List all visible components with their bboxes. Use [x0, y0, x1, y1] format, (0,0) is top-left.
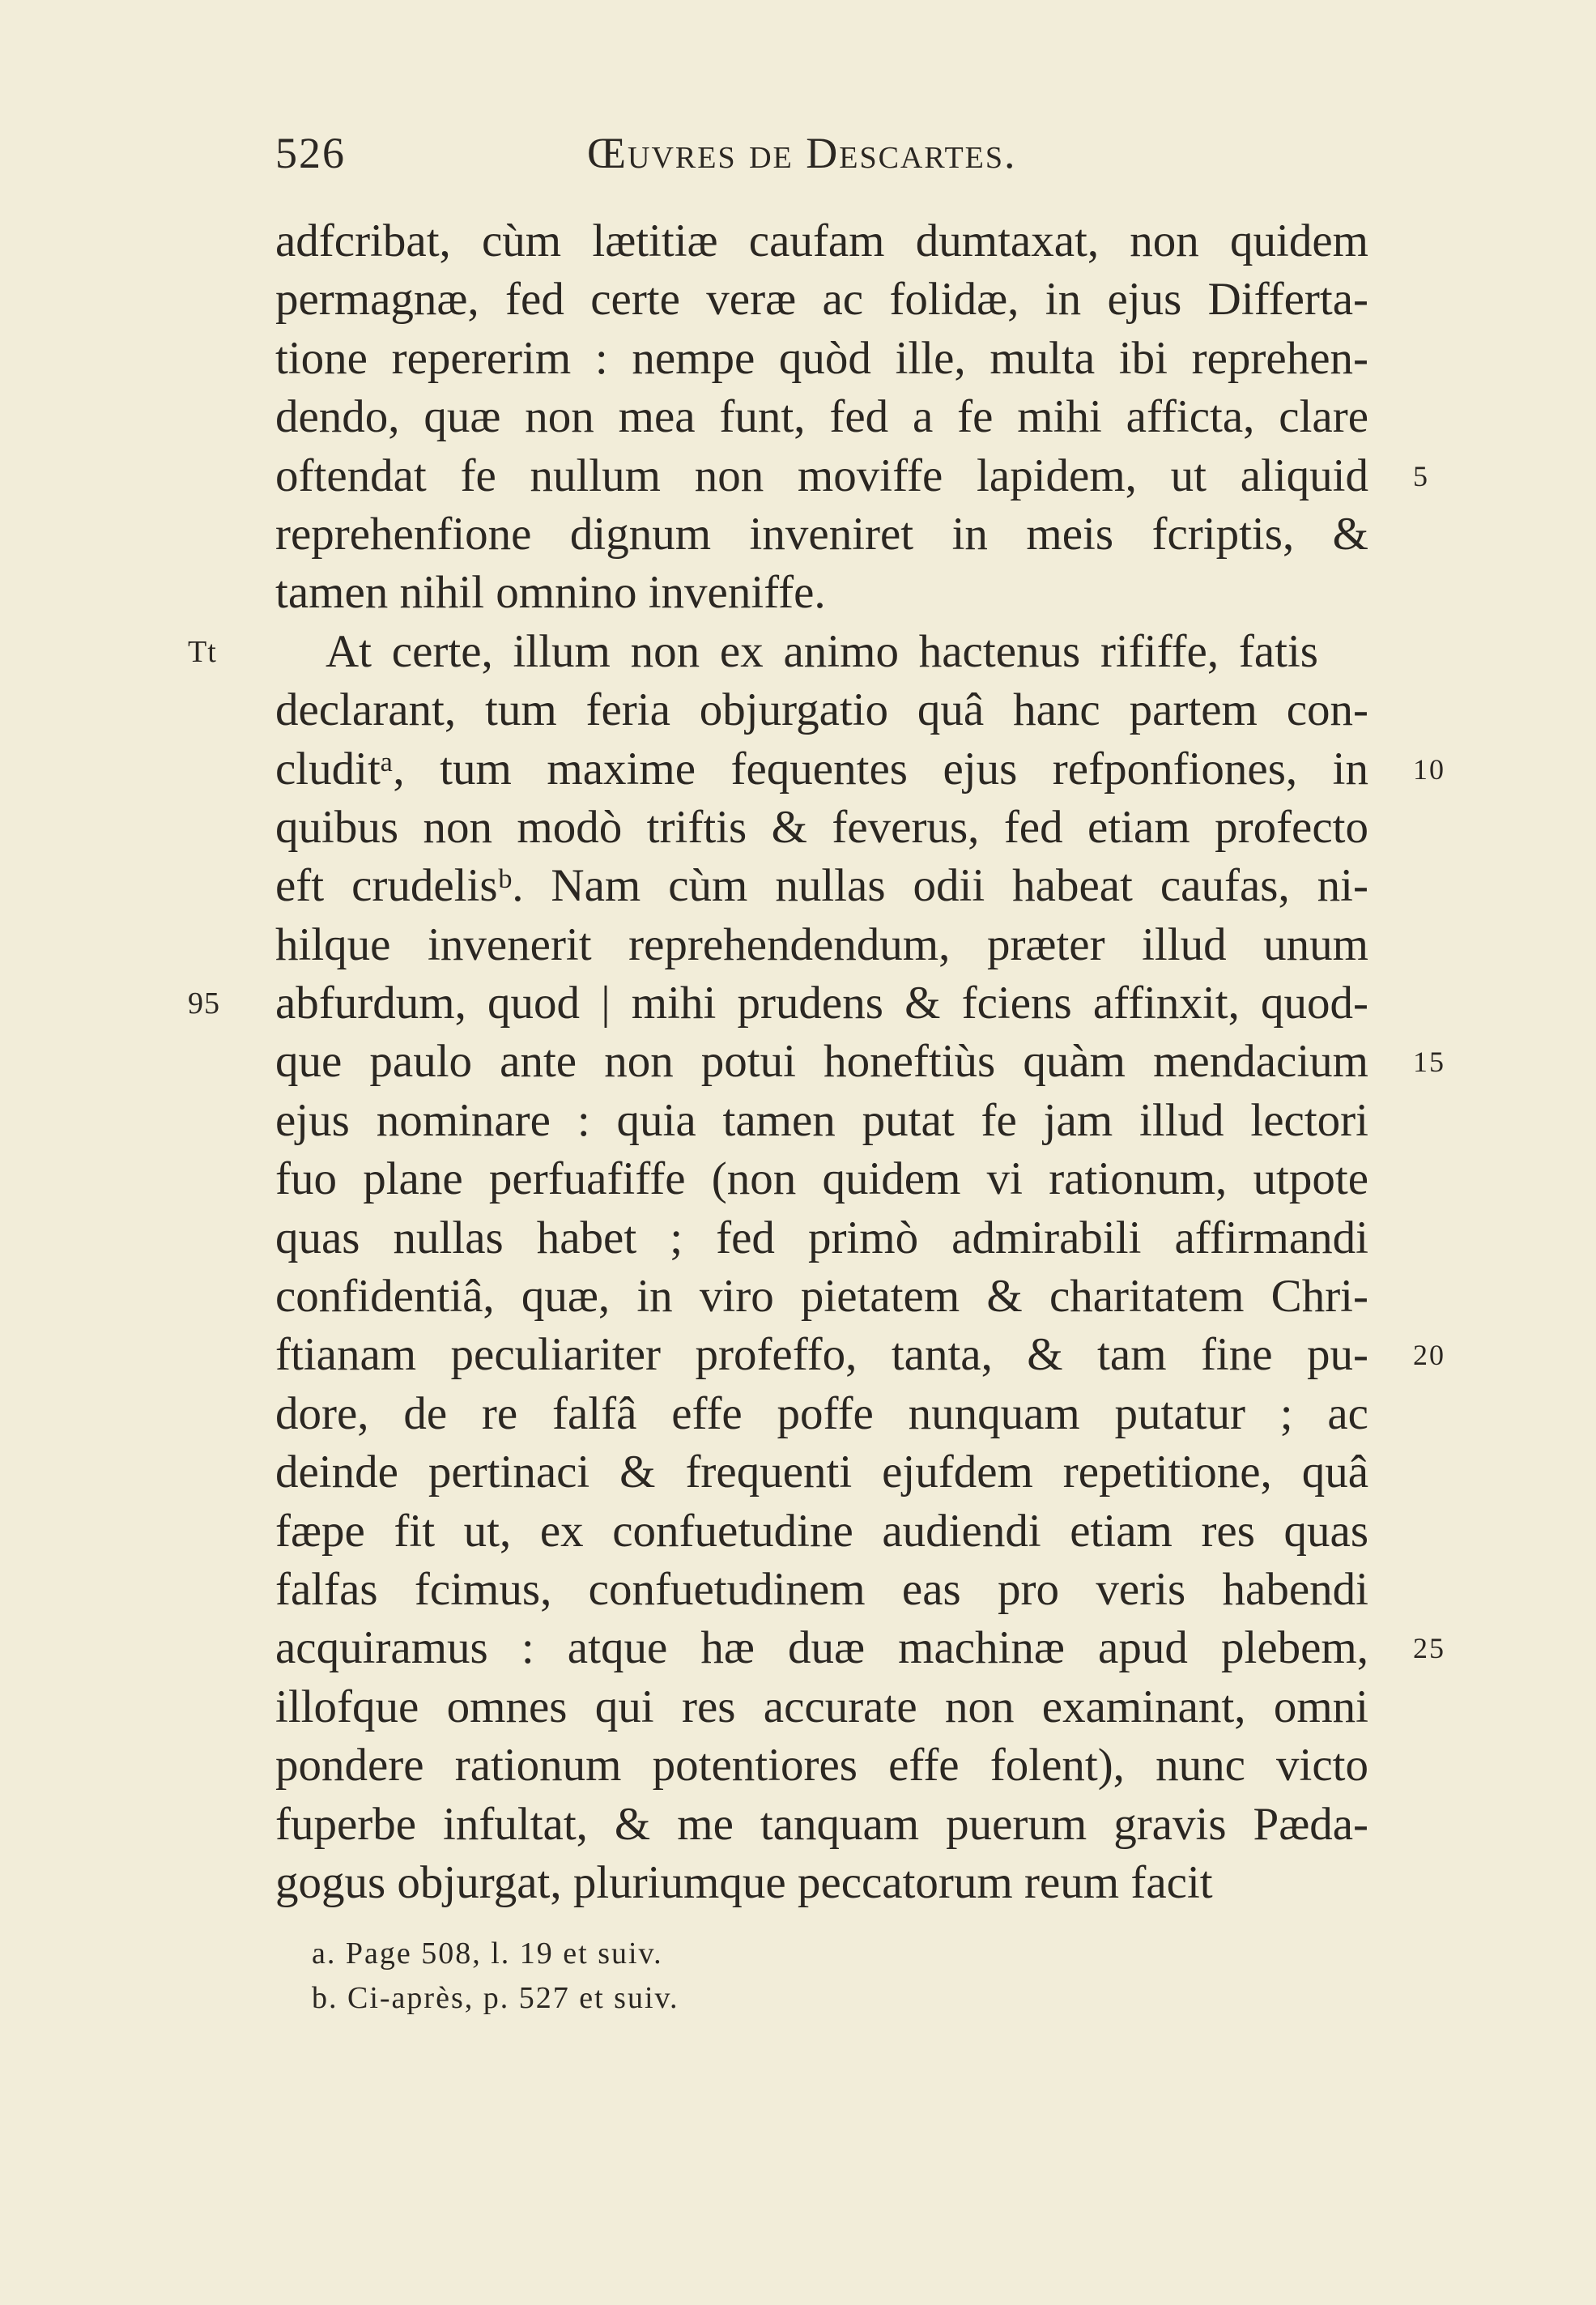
line-text: declarant, tum feria objurgatio quâ hanc partem con-	[275, 684, 1368, 736]
line-text: illofque omnes qui res accurate non examinant, omni	[275, 1681, 1368, 1732]
line-text: quas nullas habet ; fed primò admirabili affirmandi	[275, 1212, 1368, 1263]
text-line	[275, 1033, 1445, 1091]
text-line	[275, 1092, 1368, 1150]
text-line	[275, 1443, 1368, 1502]
line-text: deinde pertinaci & frequenti ejufdem repetitione, quâ	[275, 1446, 1368, 1498]
text-line	[188, 623, 1368, 681]
line-text: tamen nihil omnino inveniffe.	[275, 567, 826, 619]
line-text: dore, de re falfâ effe poffe nunquam putatur ; ac	[275, 1387, 1368, 1439]
line-text: dendo, quæ non mea funt, fed a fe mihi afficta, clare	[275, 391, 1368, 443]
line-text: ejus nominare : quia tamen putat fe jam illud lectori	[275, 1094, 1368, 1146]
page-number: 526	[275, 129, 346, 177]
text-line	[275, 564, 1368, 622]
text-line	[275, 681, 1368, 739]
line-text: quibus non modò triftis & feverus, fed etiam profecto	[275, 801, 1368, 853]
text-line	[275, 1326, 1445, 1384]
line-text: cluditᵃ, tum maxime fequentes ejus refponfiones, in	[275, 743, 1368, 795]
text-line	[275, 1209, 1368, 1268]
text-line	[275, 740, 1445, 799]
line-text: oftendat fe nullum non moviffe lapidem, ut aliquid	[275, 449, 1368, 501]
line-text: fuo plane perfuafiffe (non quidem vi rationum, utpote	[275, 1153, 1368, 1205]
footnotes	[312, 1932, 1041, 2021]
line-text: reprehenfione dignum inveniret in meis fcriptis, &	[275, 508, 1368, 560]
text-line	[275, 1385, 1368, 1443]
line-number: 10	[1413, 752, 1445, 786]
margin-note-left: 95	[188, 986, 220, 1021]
text-line	[275, 271, 1368, 329]
text-line	[275, 1502, 1368, 1561]
page-header	[275, 128, 1368, 185]
line-number: 25	[1413, 1632, 1445, 1665]
text-line	[275, 388, 1368, 446]
line-text: tione repererim : nempe quòd ille, multa ibi reprehen-	[275, 332, 1368, 384]
text-line	[275, 505, 1368, 564]
text-line	[275, 916, 1368, 974]
text-line	[275, 1796, 1368, 1854]
line-text: fæpe fit ut, ex confuetudine audiendi etiam res quas	[275, 1505, 1368, 1557]
text-line	[275, 1561, 1368, 1619]
line-text: adfcribat, cùm lætitiæ caufam dumtaxat, non quidem	[275, 215, 1368, 266]
line-text: pondere rationum potentiores effe folent), nunc victo	[275, 1740, 1368, 1792]
line-number: 5	[1413, 459, 1429, 492]
text-line	[275, 212, 1368, 271]
text-line	[275, 330, 1368, 388]
line-text: fuperbe infultat, & me tanquam puerum gravis Pæda-	[275, 1798, 1368, 1850]
text-line	[275, 447, 1429, 505]
text-line	[275, 1268, 1368, 1326]
line-text: abfurdum, quod | mihi prudens & fciens affinxit, quod-	[275, 978, 1368, 1029]
line-text: acquiramus : atque hæ duæ machinæ apud plebem,	[275, 1622, 1368, 1674]
line-text: ftianam peculiariter profeffo, tanta, & tam fine pu-	[275, 1329, 1368, 1381]
text-line	[188, 974, 1368, 1033]
line-text: At certe, illum non ex animo hactenus rififfe, fatis	[326, 625, 1318, 677]
running-title: Œuvres de Descartes.	[587, 129, 1017, 177]
text-line	[275, 1736, 1368, 1795]
footnote: a. Page 508, l. 19 et suiv.	[312, 1936, 663, 1971]
line-text: confidentiâ, quæ, in viro pietatem & charitatem Chri-	[275, 1271, 1368, 1323]
text-line	[275, 1619, 1445, 1677]
text-line	[275, 1678, 1368, 1736]
text-line	[275, 857, 1368, 915]
line-text: falfas fcimus, confuetudinem eas pro veris habendi	[275, 1563, 1368, 1615]
line-text: que paulo ante non potui honeftiùs quàm mendacium	[275, 1036, 1368, 1088]
text-line	[275, 799, 1368, 857]
line-text: eft crudelisᵇ. Nam cùm nullas odii habeat caufas, ni-	[275, 860, 1368, 912]
margin-note-left: Tt	[188, 634, 217, 669]
text-line	[275, 1150, 1368, 1208]
line-number: 15	[1413, 1046, 1445, 1079]
text-line	[275, 1854, 1368, 1912]
line-number: 20	[1413, 1339, 1445, 1372]
line-text: permagnæ, fed certe veræ ac folidæ, in ejus Differta-	[275, 274, 1368, 326]
line-text: hilque invenerit reprehendendum, præter illud unum	[275, 918, 1368, 970]
line-text: gogus objurgat, pluriumque peccatorum reum facit	[275, 1856, 1213, 1908]
footnote: b. Ci-après, p. 527 et suiv.	[312, 1981, 679, 2015]
latin-body-text	[188, 212, 1445, 1912]
